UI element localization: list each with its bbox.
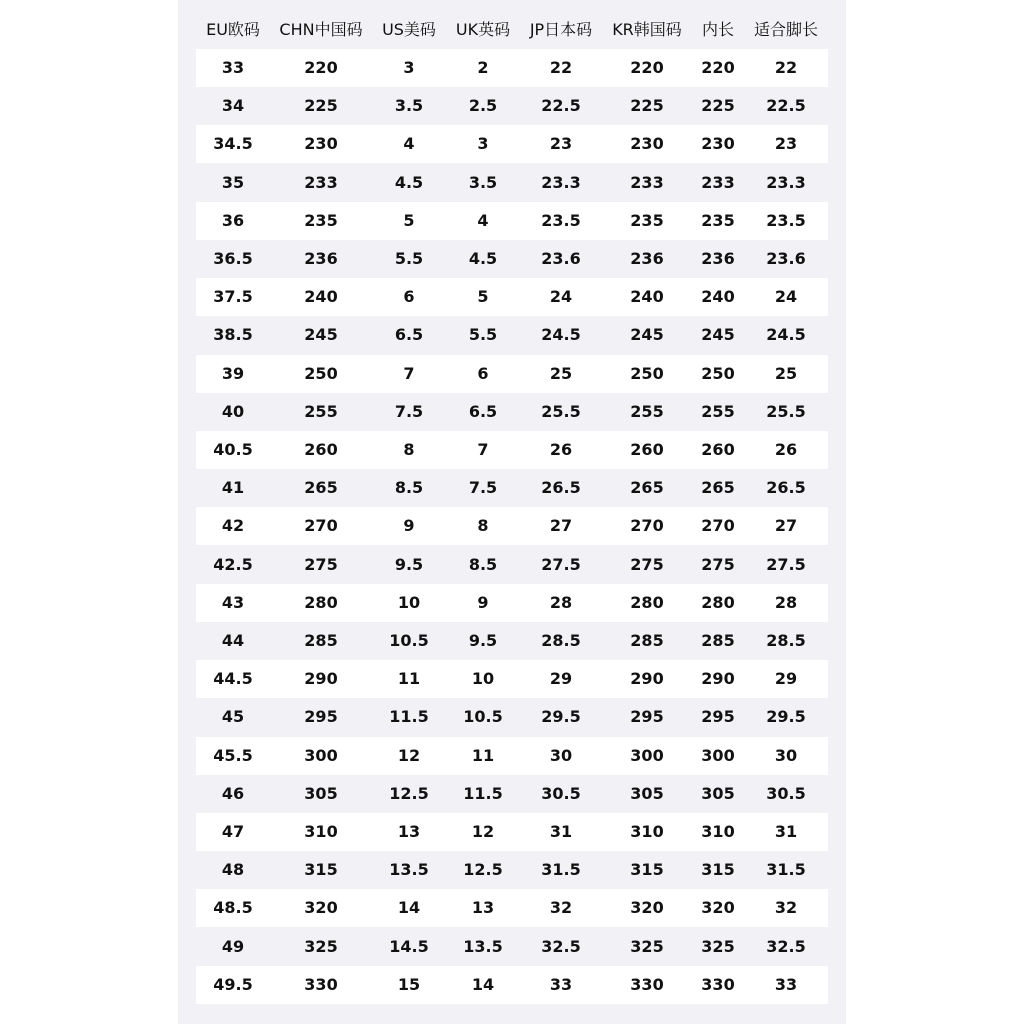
table-cell-foot-length: 22 bbox=[774, 58, 798, 77]
table-cell-inner-length: 255 bbox=[701, 401, 735, 421]
table-cell-eu-size: 35 bbox=[221, 172, 245, 192]
table-cell-kr-size: 290 bbox=[630, 669, 664, 689]
table-cell-us-size: 5.5 bbox=[394, 249, 424, 268]
table-cell-inner-length: 250 bbox=[701, 363, 735, 383]
table-row bbox=[196, 125, 828, 163]
table-cell-jp-size: 32 bbox=[549, 898, 573, 918]
table-cell-inner-length: 320 bbox=[701, 898, 735, 918]
column-header-kr-size: KR韩国码 bbox=[612, 20, 682, 39]
table-cell-uk-size: 5.5 bbox=[468, 325, 498, 345]
table-cell-uk-size: 5 bbox=[477, 287, 489, 307]
table-cell-eu-size: 33 bbox=[221, 58, 245, 77]
table-cell-jp-size: 30.5 bbox=[541, 783, 581, 803]
table-cell-foot-length: 27.5 bbox=[766, 554, 806, 574]
table-cell-inner-length: 295 bbox=[701, 707, 735, 727]
table-cell-uk-size: 6 bbox=[477, 363, 489, 383]
table-cell-eu-size: 44.5 bbox=[213, 669, 253, 689]
table-cell-kr-size: 280 bbox=[630, 592, 664, 612]
table-cell-jp-size: 28.5 bbox=[541, 631, 581, 650]
table-cell-inner-length: 225 bbox=[701, 96, 735, 116]
table-row bbox=[196, 393, 828, 431]
table-cell-jp-size: 22.5 bbox=[541, 96, 581, 116]
table-row bbox=[196, 737, 828, 775]
table-row bbox=[196, 698, 828, 736]
column-header-foot-length: 适合脚长 bbox=[753, 20, 818, 39]
table-cell-kr-size: 300 bbox=[630, 745, 664, 765]
table-cell-chn-size: 245 bbox=[304, 325, 338, 345]
table-cell-foot-length: 27 bbox=[774, 516, 798, 536]
table-cell-foot-length: 25 bbox=[774, 363, 798, 383]
table-cell-uk-size: 12.5 bbox=[463, 860, 503, 880]
column-header-us-size: US美码 bbox=[382, 20, 436, 39]
table-cell-foot-length: 26.5 bbox=[766, 478, 806, 498]
table-cell-eu-size: 38.5 bbox=[213, 325, 253, 345]
table-cell-eu-size: 37.5 bbox=[213, 287, 253, 307]
table-cell-kr-size: 260 bbox=[630, 440, 664, 459]
table-cell-chn-size: 305 bbox=[304, 783, 338, 803]
table-cell-eu-size: 48.5 bbox=[213, 898, 253, 918]
table-cell-chn-size: 270 bbox=[304, 516, 338, 536]
table-cell-jp-size: 33 bbox=[549, 974, 573, 994]
table-cell-chn-size: 233 bbox=[304, 172, 338, 192]
table-cell-chn-size: 285 bbox=[304, 631, 338, 650]
table-cell-uk-size: 4 bbox=[477, 210, 489, 230]
table-cell-eu-size: 40.5 bbox=[213, 440, 253, 459]
table-row bbox=[196, 584, 828, 622]
table-cell-jp-size: 23 bbox=[549, 134, 573, 154]
table-cell-inner-length: 300 bbox=[701, 745, 735, 765]
table-cell-chn-size: 310 bbox=[304, 822, 338, 841]
table-cell-uk-size: 6.5 bbox=[468, 401, 498, 421]
table-cell-eu-size: 46 bbox=[221, 783, 245, 803]
table-cell-kr-size: 236 bbox=[630, 249, 664, 268]
table-cell-eu-size: 42 bbox=[221, 516, 245, 536]
table-cell-inner-length: 275 bbox=[701, 554, 735, 574]
table-cell-jp-size: 27.5 bbox=[541, 554, 581, 574]
table-cell-uk-size: 7.5 bbox=[468, 478, 498, 498]
table-row bbox=[196, 87, 828, 125]
table-cell-uk-size: 10 bbox=[471, 669, 495, 689]
table-cell-eu-size: 43 bbox=[221, 592, 245, 612]
table-cell-jp-size: 31 bbox=[549, 822, 573, 841]
table-cell-eu-size: 44 bbox=[221, 631, 245, 650]
table-cell-chn-size: 315 bbox=[304, 860, 338, 880]
table-cell-foot-length: 30.5 bbox=[766, 783, 806, 803]
table-cell-chn-size: 265 bbox=[304, 478, 338, 498]
table-cell-foot-length: 30 bbox=[774, 745, 798, 765]
table-cell-chn-size: 250 bbox=[304, 363, 338, 383]
table-row bbox=[196, 316, 828, 354]
table-cell-us-size: 4 bbox=[403, 134, 415, 154]
table-cell-uk-size: 11 bbox=[471, 745, 495, 765]
table-cell-us-size: 7.5 bbox=[394, 401, 424, 421]
table-cell-kr-size: 220 bbox=[630, 58, 664, 77]
table-cell-eu-size: 42.5 bbox=[213, 554, 253, 574]
table-cell-kr-size: 225 bbox=[630, 96, 664, 116]
table-cell-eu-size: 47 bbox=[221, 822, 245, 841]
table-cell-kr-size: 330 bbox=[630, 974, 664, 994]
table-cell-chn-size: 235 bbox=[304, 210, 338, 230]
table-cell-foot-length: 28 bbox=[774, 592, 798, 612]
table-cell-foot-length: 29 bbox=[774, 669, 798, 689]
table-cell-foot-length: 32 bbox=[774, 898, 798, 918]
table-cell-eu-size: 36 bbox=[221, 210, 245, 230]
table-row bbox=[196, 889, 828, 927]
table-cell-jp-size: 24.5 bbox=[541, 325, 581, 345]
table-cell-jp-size: 28 bbox=[549, 592, 573, 612]
table-cell-inner-length: 310 bbox=[701, 822, 735, 841]
table-cell-foot-length: 33 bbox=[774, 974, 798, 994]
table-cell-kr-size: 235 bbox=[630, 210, 664, 230]
table-cell-us-size: 15 bbox=[397, 974, 421, 994]
table-cell-chn-size: 230 bbox=[304, 134, 338, 154]
table-cell-us-size: 12.5 bbox=[389, 783, 429, 803]
table-cell-foot-length: 23.6 bbox=[766, 249, 806, 268]
table-row bbox=[196, 507, 828, 545]
table-row bbox=[196, 851, 828, 889]
table-cell-foot-length: 22.5 bbox=[766, 96, 806, 116]
table-cell-eu-size: 45.5 bbox=[213, 745, 253, 765]
table-cell-kr-size: 245 bbox=[630, 325, 664, 345]
table-cell-foot-length: 29.5 bbox=[766, 707, 806, 727]
table-cell-uk-size: 2 bbox=[477, 58, 489, 77]
table-cell-chn-size: 330 bbox=[304, 974, 338, 994]
table-cell-kr-size: 270 bbox=[630, 516, 664, 536]
table-cell-eu-size: 49 bbox=[221, 936, 245, 956]
table-cell-jp-size: 26.5 bbox=[541, 478, 581, 498]
table-cell-foot-length: 28.5 bbox=[766, 631, 806, 650]
table-cell-chn-size: 280 bbox=[304, 592, 338, 612]
table-cell-uk-size: 13.5 bbox=[463, 936, 503, 956]
table-cell-jp-size: 23.6 bbox=[541, 249, 581, 268]
column-header-uk-size: UK英码 bbox=[455, 20, 511, 39]
table-cell-chn-size: 300 bbox=[304, 745, 338, 765]
table-cell-chn-size: 255 bbox=[304, 401, 338, 421]
table-cell-foot-length: 24 bbox=[774, 287, 798, 307]
table-row bbox=[196, 355, 828, 393]
table-row bbox=[196, 49, 828, 87]
table-cell-us-size: 8 bbox=[403, 440, 415, 459]
table-cell-chn-size: 260 bbox=[304, 440, 338, 459]
table-row bbox=[196, 660, 828, 698]
table-cell-inner-length: 240 bbox=[701, 287, 735, 307]
table-cell-chn-size: 290 bbox=[304, 669, 338, 689]
table-cell-jp-size: 23.3 bbox=[541, 172, 581, 192]
table-cell-jp-size: 31.5 bbox=[541, 860, 581, 880]
table-cell-eu-size: 39 bbox=[221, 363, 245, 383]
table-cell-uk-size: 2.5 bbox=[468, 96, 498, 116]
table-cell-us-size: 7 bbox=[403, 363, 415, 383]
table-cell-jp-size: 25 bbox=[549, 363, 573, 383]
table-cell-uk-size: 10.5 bbox=[463, 707, 503, 727]
table-cell-us-size: 10.5 bbox=[389, 631, 429, 650]
table-cell-eu-size: 36.5 bbox=[213, 249, 253, 268]
table-cell-us-size: 3 bbox=[403, 58, 415, 77]
table-cell-uk-size: 7 bbox=[477, 440, 489, 459]
table-cell-kr-size: 230 bbox=[630, 134, 664, 154]
table-row bbox=[196, 966, 828, 1004]
table-cell-chn-size: 220 bbox=[304, 58, 338, 77]
table-row bbox=[196, 202, 828, 240]
table-cell-chn-size: 236 bbox=[304, 249, 338, 268]
table-cell-jp-size: 32.5 bbox=[541, 936, 581, 956]
table-cell-chn-size: 325 bbox=[304, 936, 338, 956]
column-header-inner-length: 内长 bbox=[701, 20, 734, 39]
table-cell-foot-length: 32.5 bbox=[766, 936, 806, 956]
table-cell-chn-size: 295 bbox=[304, 707, 338, 727]
table-cell-inner-length: 233 bbox=[701, 172, 735, 192]
table-cell-us-size: 13 bbox=[397, 822, 421, 841]
table-cell-us-size: 8.5 bbox=[394, 478, 424, 498]
table-cell-inner-length: 315 bbox=[701, 860, 735, 880]
table-cell-jp-size: 24 bbox=[549, 287, 573, 307]
table-row bbox=[196, 775, 828, 813]
table-cell-inner-length: 230 bbox=[701, 134, 735, 154]
table-row bbox=[196, 240, 828, 278]
column-header-jp-size: JP日本码 bbox=[529, 20, 593, 39]
table-cell-chn-size: 240 bbox=[304, 287, 338, 307]
table-cell-inner-length: 325 bbox=[701, 936, 735, 956]
table-cell-kr-size: 233 bbox=[630, 172, 664, 192]
table-cell-inner-length: 285 bbox=[701, 631, 735, 650]
table-cell-jp-size: 29 bbox=[549, 669, 573, 689]
table-cell-foot-length: 26 bbox=[774, 440, 798, 459]
table-cell-kr-size: 265 bbox=[630, 478, 664, 498]
table-cell-jp-size: 23.5 bbox=[541, 210, 581, 230]
table-cell-foot-length: 23 bbox=[774, 134, 798, 154]
table-cell-eu-size: 40 bbox=[221, 401, 245, 421]
table-cell-inner-length: 260 bbox=[701, 440, 735, 459]
table-cell-eu-size: 34 bbox=[221, 96, 245, 116]
table-cell-jp-size: 25.5 bbox=[541, 401, 581, 421]
table-cell-uk-size: 13 bbox=[471, 898, 495, 918]
table-cell-us-size: 13.5 bbox=[389, 860, 429, 880]
table-cell-eu-size: 49.5 bbox=[213, 974, 253, 994]
table-cell-uk-size: 4.5 bbox=[468, 249, 498, 268]
size-chart-header-row bbox=[196, 12, 828, 48]
table-cell-kr-size: 255 bbox=[630, 401, 664, 421]
table-cell-eu-size: 48 bbox=[221, 860, 245, 880]
table-cell-us-size: 9.5 bbox=[394, 554, 424, 574]
table-row bbox=[196, 164, 828, 202]
table-cell-uk-size: 8.5 bbox=[468, 554, 498, 574]
table-cell-eu-size: 45 bbox=[221, 707, 245, 727]
column-header-chn-size: CHN中国码 bbox=[279, 20, 363, 39]
table-cell-kr-size: 320 bbox=[630, 898, 664, 918]
table-cell-kr-size: 275 bbox=[630, 554, 664, 574]
table-cell-inner-length: 245 bbox=[701, 325, 735, 345]
table-row bbox=[196, 278, 828, 316]
table-cell-jp-size: 29.5 bbox=[541, 707, 581, 727]
table-cell-inner-length: 270 bbox=[701, 516, 735, 536]
table-cell-inner-length: 330 bbox=[701, 974, 735, 994]
table-cell-uk-size: 9 bbox=[477, 592, 489, 612]
table-cell-kr-size: 240 bbox=[630, 287, 664, 307]
table-cell-foot-length: 31 bbox=[774, 822, 798, 841]
table-cell-inner-length: 265 bbox=[701, 478, 735, 498]
table-cell-us-size: 11.5 bbox=[389, 707, 429, 727]
table-row bbox=[196, 622, 828, 660]
table-cell-uk-size: 9.5 bbox=[468, 631, 498, 650]
table-cell-inner-length: 220 bbox=[701, 58, 735, 77]
table-cell-us-size: 14.5 bbox=[389, 936, 429, 956]
table-cell-uk-size: 11.5 bbox=[463, 783, 503, 803]
table-cell-foot-length: 31.5 bbox=[766, 860, 806, 880]
table-cell-us-size: 10 bbox=[397, 592, 421, 612]
table-cell-us-size: 3.5 bbox=[394, 96, 424, 116]
table-cell-jp-size: 26 bbox=[549, 440, 573, 459]
table-cell-kr-size: 325 bbox=[630, 936, 664, 956]
table-row bbox=[196, 928, 828, 966]
table-row bbox=[196, 431, 828, 469]
table-cell-uk-size: 3.5 bbox=[468, 172, 498, 192]
table-cell-chn-size: 275 bbox=[304, 554, 338, 574]
table-cell-us-size: 12 bbox=[397, 745, 421, 765]
table-cell-foot-length: 24.5 bbox=[766, 325, 806, 345]
table-cell-foot-length: 23.5 bbox=[766, 210, 806, 230]
table-row bbox=[196, 813, 828, 851]
table-cell-kr-size: 310 bbox=[630, 822, 664, 841]
table-cell-inner-length: 305 bbox=[701, 783, 735, 803]
table-cell-kr-size: 250 bbox=[630, 363, 664, 383]
table-cell-chn-size: 320 bbox=[304, 898, 338, 918]
table-cell-kr-size: 315 bbox=[630, 860, 664, 880]
table-cell-us-size: 14 bbox=[397, 898, 421, 918]
table-cell-uk-size: 8 bbox=[477, 516, 489, 536]
table-cell-jp-size: 22 bbox=[549, 58, 573, 77]
table-cell-kr-size: 295 bbox=[630, 707, 664, 727]
table-cell-uk-size: 3 bbox=[477, 134, 489, 154]
table-cell-eu-size: 41 bbox=[221, 478, 245, 498]
table-cell-foot-length: 25.5 bbox=[766, 401, 806, 421]
table-cell-us-size: 5 bbox=[403, 210, 415, 230]
table-cell-kr-size: 305 bbox=[630, 783, 664, 803]
table-row bbox=[196, 469, 828, 507]
table-cell-uk-size: 12 bbox=[471, 822, 495, 841]
table-cell-us-size: 6 bbox=[403, 287, 415, 307]
table-cell-inner-length: 290 bbox=[701, 669, 735, 689]
table-cell-eu-size: 34.5 bbox=[213, 134, 253, 154]
table-cell-us-size: 9 bbox=[403, 516, 415, 536]
table-cell-jp-size: 27 bbox=[549, 516, 573, 536]
table-cell-us-size: 4.5 bbox=[394, 172, 424, 192]
table-cell-chn-size: 225 bbox=[304, 96, 338, 116]
table-cell-us-size: 11 bbox=[397, 669, 421, 689]
column-header-eu-size: EU欧码 bbox=[206, 20, 260, 39]
table-cell-inner-length: 280 bbox=[701, 592, 735, 612]
table-cell-us-size: 6.5 bbox=[394, 325, 424, 345]
table-cell-inner-length: 236 bbox=[701, 249, 735, 268]
table-cell-jp-size: 30 bbox=[549, 745, 573, 765]
table-cell-kr-size: 285 bbox=[630, 631, 664, 650]
table-cell-foot-length: 23.3 bbox=[766, 172, 806, 192]
table-cell-uk-size: 14 bbox=[471, 974, 495, 994]
table-row bbox=[196, 546, 828, 584]
table-cell-inner-length: 235 bbox=[701, 210, 735, 230]
